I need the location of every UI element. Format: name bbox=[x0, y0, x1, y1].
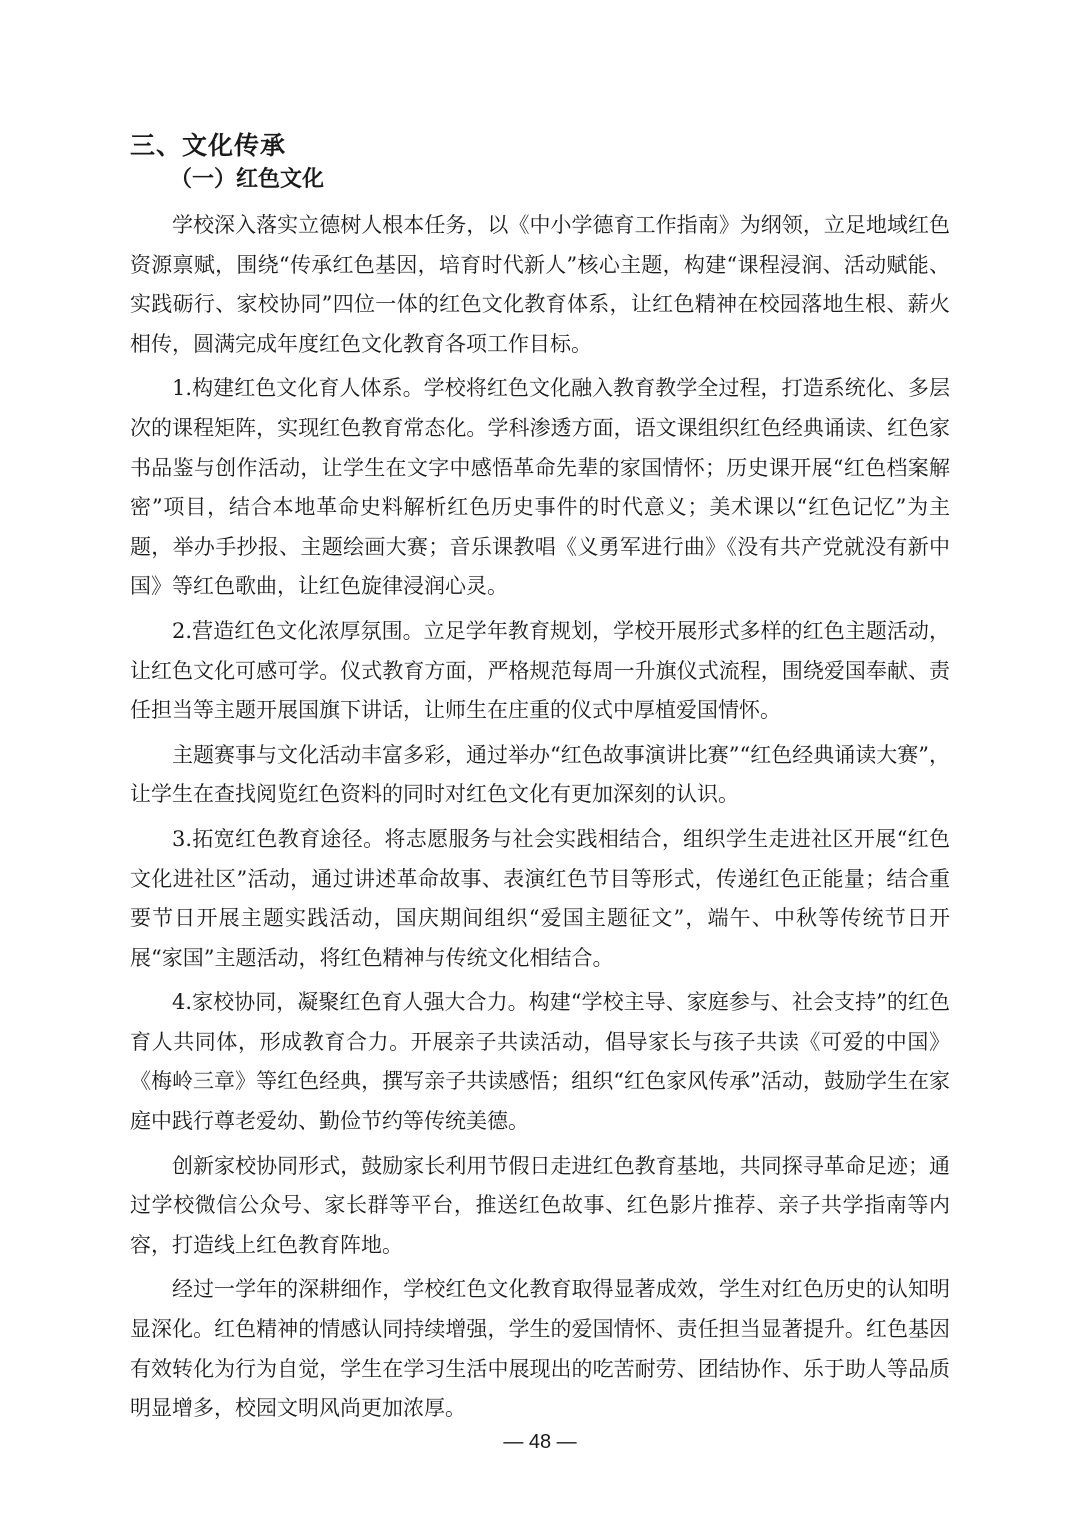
paragraph-practice: 3.拓宽红色教育途径。将志愿服务与社会实践相结合，组织学生走进社区开展“红色文化进社区”活动，通过讲述革命故事、表演红色节目等形式，传递红色正能量；结合重要节日开展主题实践活动，国庆期间组织“爱国主题征文”，端午、中秋等传统节日开展“家国”主题活动，将红色精神与传统文化相结合。 bbox=[130, 826, 950, 970]
paragraph-curriculum: 1.构建红色文化育人体系。学校将红色文化融入教育教学全过程，打造系统化、多层次的课程矩阵，实现红色教育常态化。学科渗透方面，语文课组织红色经典诵读、红色家书品鉴与创作活动，让学生在文字中感悟革命先辈的家国情怀；历史课开展“红色档案解密”项目，结合本地革命史料解析红色历史事件的时代意义；美术课以“红色记忆”为主题，举办手抄报、主题绘画大赛；音乐课教唱《义勇军进行曲》《没有共产党就没有新中国》等红色歌曲，让红色旋律浸润心灵。 bbox=[130, 376, 950, 599]
paragraph-intro: 学校深入落实立德树人根本任务，以《中小学德育工作指南》为纲领，立足地域红色资源禀赋，围绕“传承红色基因，培育时代新人”核心主题，构建“课程浸润、活动赋能、实践砺行、家校协同”四位一体的红色文化教育体系，让红色精神在校园落地生根、薪火相传，圆满完成年度红色文化教育各项工作目标。 bbox=[130, 213, 950, 356]
paragraph-atmosphere: 2.营造红色文化浓厚氛围。立足学年教育规划，学校开展形式多样的红色主题活动，让红色文化可感可学。仪式教育方面，严格规范每周一升旗仪式流程，围绕爱国奉献、责任担当等主题开展国旗下讲话，让师生在庄重的仪式中厚植爱国情怀。 bbox=[130, 618, 950, 723]
section-title: 三、文化传承 bbox=[130, 131, 287, 160]
page-number: — 48 — bbox=[503, 1431, 577, 1453]
paragraph-home-school: 4.家校协同，凝聚红色育人强大合力。构建“学校主导、家庭参与、社会支持”的红色育人共同体，形成教育合力。开展亲子共读活动，倡导家长与孩子共读《可爱的中国》《梅岭三章》等红色经典，撰写亲子共读感悟；组织“红色家风传承”活动，鼓励学生在家庭中践行尊老爱幼、勤俭节约等传统美德。 bbox=[130, 990, 950, 1134]
paragraph-innovation: 创新家校协同形式，鼓励家长利用节假日走进红色教育基地，共同探寻革命足迹；通过学校微信公众号、家长群等平台，推送红色故事、红色影片推荐、亲子共学指南等内容，打造线上红色教育阵地。 bbox=[130, 1153, 950, 1257]
paragraph-competitions: 主题赛事与文化活动丰富多彩，通过举办“红色故事演讲比赛”“红色经典诵读大赛”，让学生在查找阅览红色资料的同时对红色文化有更加深刻的认识。 bbox=[130, 742, 950, 807]
paragraph-results: 经过一学年的深耕细作，学校红色文化教育取得显著成效，学生对红色历史的认知明显深化。红色精神的情感认同持续增强，学生的爱国情怀、责任担当显著提升。红色基因有效转化为行为自觉，学生在学习生活中展现出的吃苦耐劳、团结协作、乐于助人等品质明显增多，校园文明风尚更加浓厚。 bbox=[130, 1277, 950, 1421]
subsection-title: （一）红色文化 bbox=[170, 167, 325, 192]
document-page bbox=[130, 128, 950, 1434]
